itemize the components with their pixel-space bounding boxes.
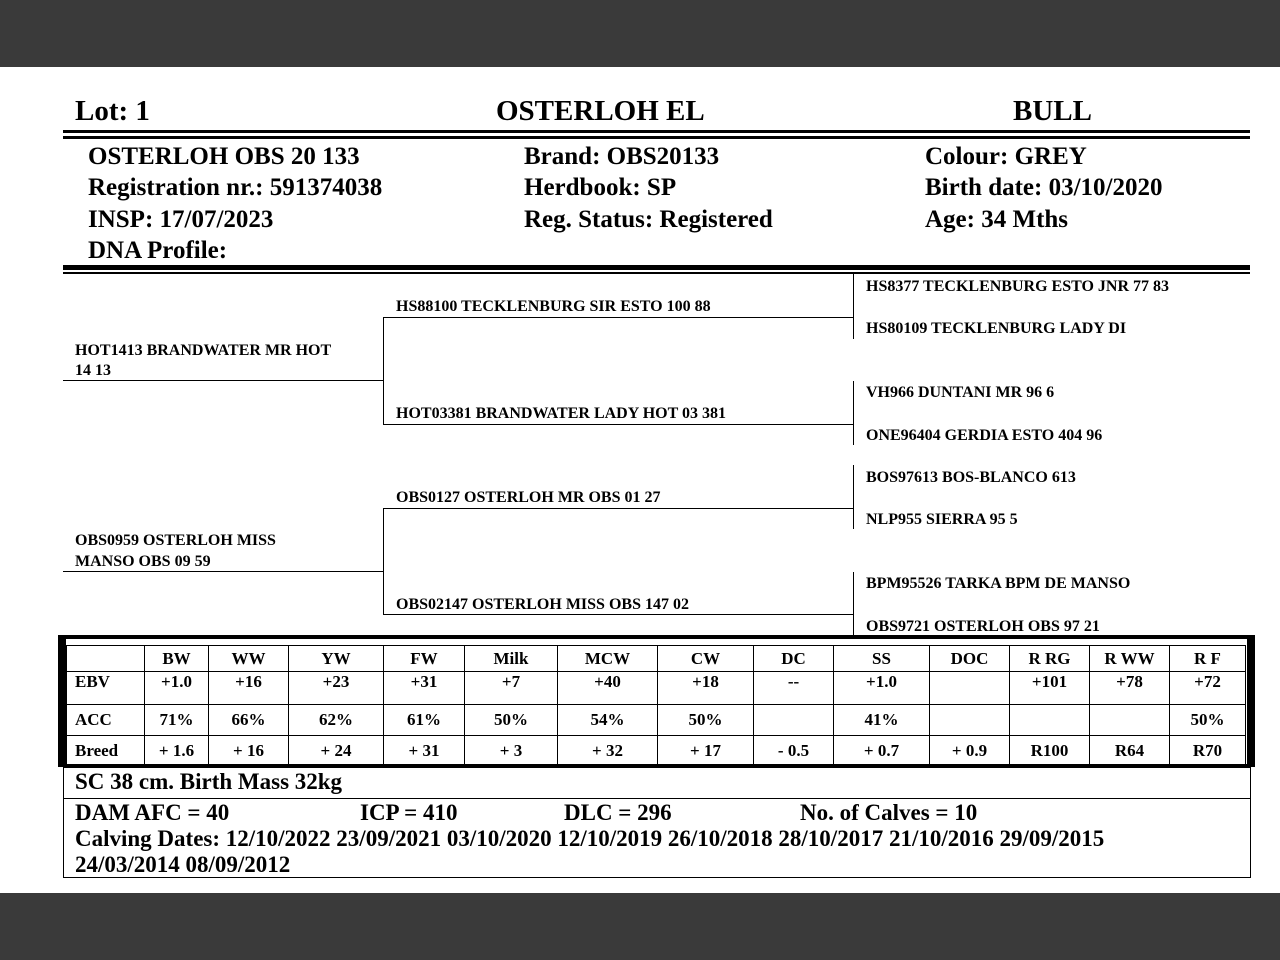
table-cell: R70 [1170,736,1246,766]
measures: SC 38 cm. Birth Mass 32kg [75,769,343,794]
header-cell: FW [384,646,465,672]
icp: ICP = 410 [360,800,458,825]
dam-dam-sire: BPM95526 TARKA BPM DE MANSO [866,575,1131,592]
row-label: ACC [67,705,145,736]
sire-dam-sire: VH966 DUNTANI MR 96 6 [866,384,1055,401]
header-cell: DC [754,646,834,672]
calving-dates-cont: 24/03/2014 08/09/2012 [75,852,291,877]
herdbook: Herdbook: SP [524,174,677,201]
info-rule [63,265,1250,270]
table-cell [930,672,1010,705]
table-cell [754,705,834,736]
header-cell: YW [289,646,384,672]
header-rule [63,130,1250,133]
table-cell: + 3 [465,736,558,766]
dam-afc: DAM AFC = 40 [75,800,230,825]
dam-sire: OBS0127 OSTERLOH MR OBS 01 27 [396,489,661,506]
table-cell: + 0.7 [834,736,930,766]
dam-sire-dam: NLP955 SIERRA 95 5 [866,511,1018,528]
animal-sex: BULL [1013,95,1092,127]
row-label: EBV [67,672,145,705]
dam-name: OBS0959 OSTERLOH MISS [75,532,276,549]
table-cell: +23 [289,672,384,705]
header-cell: CW [658,646,754,672]
table-cell: 50% [658,705,754,736]
reg-status: Reg. Status: Registered [524,206,773,233]
table-cell: 41% [834,705,930,736]
inspection-date: INSP: 17/07/2023 [88,206,274,233]
birth-date: Birth date: 03/10/2020 [925,174,1163,201]
table-cell: R100 [1010,736,1090,766]
sire-name: HOT1413 BRANDWATER MR HOT [75,342,332,359]
table-cell: +1.0 [834,672,930,705]
table-cell: +16 [209,672,289,705]
table-cell [930,705,1010,736]
sire-name-cont: 14 13 [75,362,111,379]
brand: Brand: OBS20133 [524,143,720,170]
table-cell: 61% [384,705,465,736]
dna-profile: DNA Profile: [88,237,228,264]
dlc: DLC = 296 [564,800,672,825]
header-cell: WW [209,646,289,672]
header-cell [67,646,145,672]
number-of-calves: No. of Calves = 10 [800,800,978,825]
table-cell: -- [754,672,834,705]
sire-sire-dam: HS80109 TECKLENBURG LADY DI [866,320,1127,337]
lot-number: Lot: 1 [75,95,150,127]
table-cell: +1.0 [145,672,209,705]
table-cell [1090,705,1170,736]
info-rule [63,272,1250,274]
animal-id: OSTERLOH OBS 20 133 [88,143,360,170]
table-cell: + 24 [289,736,384,766]
header-cell: BW [145,646,209,672]
breed-row [67,736,1246,766]
dam-dam-dam: OBS9721 OSTERLOH OBS 97 21 [866,618,1100,635]
header-cell: DOC [930,646,1010,672]
table-cell: 50% [1170,705,1246,736]
table-cell: +7 [465,672,558,705]
table-cell: + 0.9 [930,736,1010,766]
colour: Colour: GREY [925,143,1087,170]
ebv-header-row [67,646,1246,672]
dam-dam: OBS02147 OSTERLOH MISS OBS 147 02 [396,596,689,613]
header-cell: R RG [1010,646,1090,672]
pedigree-sheet [0,67,1280,893]
ebv-table [66,645,1246,766]
animal-name: OSTERLOH EL [496,95,705,127]
header-cell: MCW [558,646,658,672]
table-cell: R64 [1090,736,1170,766]
table-cell: + 17 [658,736,754,766]
table-cell: + 1.6 [145,736,209,766]
table-cell: 54% [558,705,658,736]
sire-dam-dam: ONE96404 GERDIA ESTO 404 96 [866,427,1103,444]
sire-sire: HS88100 TECKLENBURG SIR ESTO 100 88 [396,298,711,315]
header-cell: SS [834,646,930,672]
table-cell: +31 [384,672,465,705]
table-cell: - 0.5 [754,736,834,766]
sire-sire-sire: HS8377 TECKLENBURG ESTO JNR 77 83 [866,278,1170,295]
acc-row [67,705,1246,736]
table-cell: 50% [465,705,558,736]
table-cell: +18 [658,672,754,705]
dam-name-cont: MANSO OBS 09 59 [75,553,211,570]
registration-number: Registration nr.: 591374038 [88,174,383,201]
dam-sire-sire: BOS97613 BOS-BLANCO 613 [866,469,1076,486]
table-cell: 71% [145,705,209,736]
table-cell: + 32 [558,736,658,766]
table-cell: + 31 [384,736,465,766]
sire-dam: HOT03381 BRANDWATER LADY HOT 03 381 [396,405,726,422]
table-cell [1010,705,1090,736]
header-cell: R WW [1090,646,1170,672]
header-cell: R F [1170,646,1246,672]
table-cell: +78 [1090,672,1170,705]
table-cell: +40 [558,672,658,705]
age: Age: 34 Mths [925,206,1069,233]
table-cell: 66% [209,705,289,736]
table-cell: + 16 [209,736,289,766]
table-cell: +72 [1170,672,1246,705]
table-cell: 62% [289,705,384,736]
ebv-row [67,672,1246,705]
row-label: Breed [67,736,145,766]
table-cell: +101 [1010,672,1090,705]
calving-dates: Calving Dates: 12/10/2022 23/09/2021 03/10/2020 12/10/2019 26/10/2018 28/10/2017 21/10/2016 29/09/2015 [75,826,1105,851]
header-rule [63,136,1250,139]
header-cell: Milk [465,646,558,672]
